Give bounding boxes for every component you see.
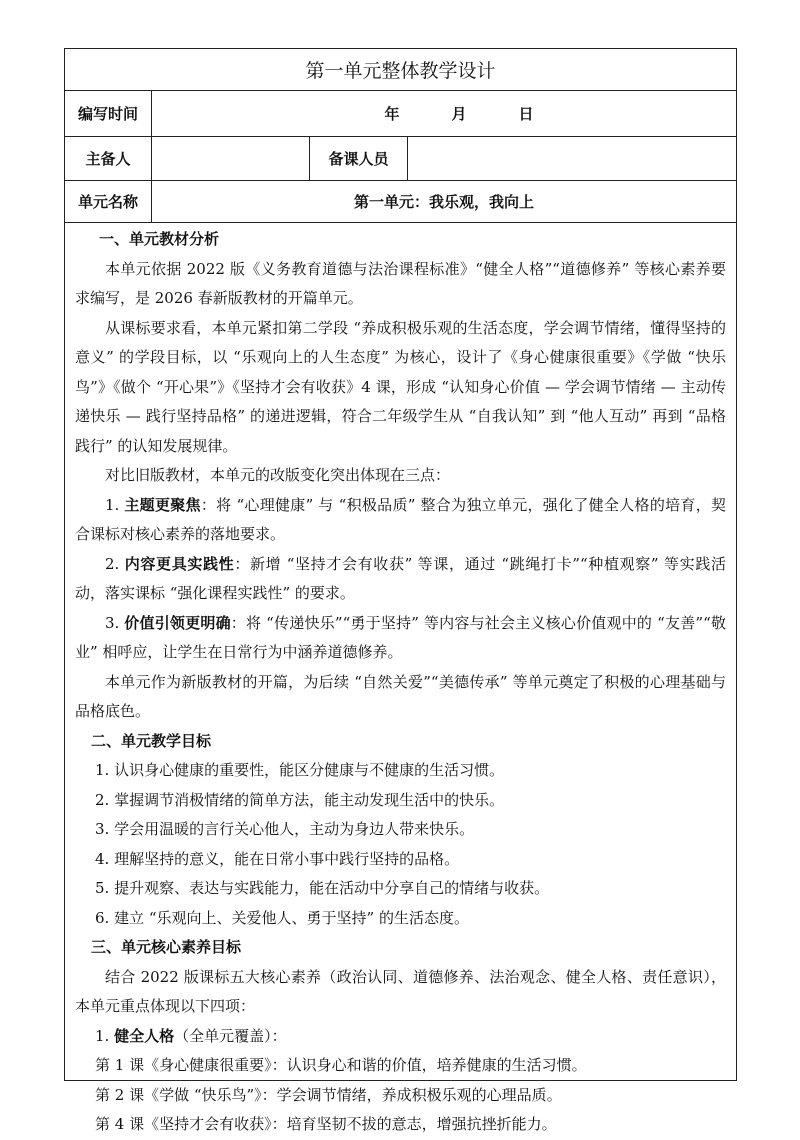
point-keyword: 主题更聚焦: [124, 495, 201, 514]
section1-point-3: [75, 609, 726, 668]
lesson-line: 第 2 课《学做 “快乐鸟”》：学会调节情绪，养成积极乐观的心理品质。: [95, 1085, 562, 1104]
point-number: 1.: [105, 495, 125, 514]
goal-item: 1. 认识身心健康的重要性，能区分健康与不健康的生活习惯。: [95, 761, 505, 779]
section1-point-2: [75, 550, 726, 609]
point-text: ：新增 “坚持才会有收获” 等课，通过 “跳绳打卡”“种植观察” 等实践活动，落实课标 “强化课程实践性” 的要求。: [75, 554, 726, 602]
point-number: 2.: [105, 554, 125, 573]
section1-heading: 一、单元教材分析: [99, 230, 220, 248]
point-keyword: 健全人格: [114, 1026, 175, 1045]
title-row: [65, 49, 736, 91]
unit-name-label: 单元名称: [77, 193, 138, 211]
write-time-value[interactable]: [151, 91, 736, 136]
goal-item: 6. 建立 “乐观向上、关爱他人、勇于坚持” 的生活态度。: [95, 908, 469, 927]
document-title: 第一单元整体教学设计: [305, 60, 496, 82]
year-label: 年: [384, 105, 400, 123]
unit-name-row: [65, 181, 736, 223]
host-value[interactable]: [151, 137, 309, 180]
members-label: 备课人员: [309, 137, 407, 180]
competency-item: [75, 1022, 726, 1052]
section3-heading: 三、单元核心素养目标: [91, 938, 242, 956]
day-label: 日: [518, 105, 534, 123]
unit-name-value: 第一单元：我乐观，我向上: [151, 181, 736, 222]
lesson-line: 第 4 课《坚持才会有收获》：培育坚韧不拔的意志，增强抗挫折能力。: [95, 1115, 557, 1133]
point-text: ：将 “心理健康” 与 “积极品质” 整合为独立单元，强化了健全人格的培育，契合课标对核心素养的落地要求。: [75, 495, 726, 543]
point-keyword: 价值引领更明确: [124, 613, 231, 632]
section1-point-1: [75, 491, 726, 550]
goal-item: 5. 提升观察、表达与实践能力，能在活动中分享自己的情绪与收获。: [95, 879, 550, 897]
section2-heading: 二、单元教学目标: [91, 731, 212, 750]
write-time-label: 编写时间: [77, 105, 138, 123]
section1-paragraph: 本单元作为新版教材的开篇，为后续 “自然关爱”“美德传承” 等单元奠定了积极的心理基础与品格底色。: [75, 672, 726, 720]
section1-paragraph: 对比旧版教材，本单元的改版变化突出体现在三点：: [105, 466, 451, 484]
host-row: [65, 137, 736, 181]
month-label: 月: [451, 105, 467, 123]
members-value[interactable]: [407, 137, 736, 180]
section1-paragraph: 本单元依据 2022 版《义务教育道德与法治课程标准》“健全人格”“道德修养” 等核心素养要求编写，是 2026 春新版教材的开篇单元。: [75, 259, 726, 307]
point-number: 3.: [105, 613, 125, 632]
lesson-line: 第 1 课《身心健康很重要》：认识身心和谐的价值，培养健康的生活习惯。: [95, 1056, 587, 1074]
goal-item: 2. 掌握调节消极情绪的简单方法，能主动发现生活中的快乐。: [95, 790, 505, 809]
content-area: [65, 223, 736, 1133]
point-keyword: 内容更具实践性: [124, 554, 235, 573]
goal-item: 4. 理解坚持的意义，能在日常小事中践行坚持的品格。: [95, 849, 460, 868]
point-number: 1.: [95, 1026, 115, 1045]
point-text: ：将 “传递快乐”“勇于坚持” 等内容与社会主义核心价值观中的 “友善”“敬业” 相呼应，让学生在日常行为中涵养道德修养。: [75, 613, 726, 661]
section1-paragraph: 从课标要求看，本单元紧扣第二学段 “养成积极乐观的生活态度，学会调节情绪，懂得坚持的意义” 的学段目标，以 “乐观向上的人生态度” 为核心，设计了《身心健康很重要》《学做 “快乐鸟”》《做个 “开心果”》《坚持才会有收获》4 课，形成 “认知身心价值 — 学会调节情绪 — 主动传递快乐 — 践行坚持品格” 的递进逻辑，符合二年级学生从 “自我认知” 到 “他人互动” 再到 “品格践行” 的认知发展规律。: [75, 318, 726, 455]
host-label: 主备人: [85, 150, 131, 168]
lesson-plan-table: [64, 48, 737, 1133]
point-text: （全单元覆盖）：: [174, 1026, 287, 1045]
write-time-row: [65, 91, 736, 137]
section3-paragraph: 结合 2022 版课标五大核心素养（政治认同、道德修养、法治观念、健全人格、责任意识），本单元重点体现以下四项：: [75, 967, 726, 1015]
goal-item: 3. 学会用温暖的言行关心他人，主动为身边人带来快乐。: [95, 820, 475, 838]
